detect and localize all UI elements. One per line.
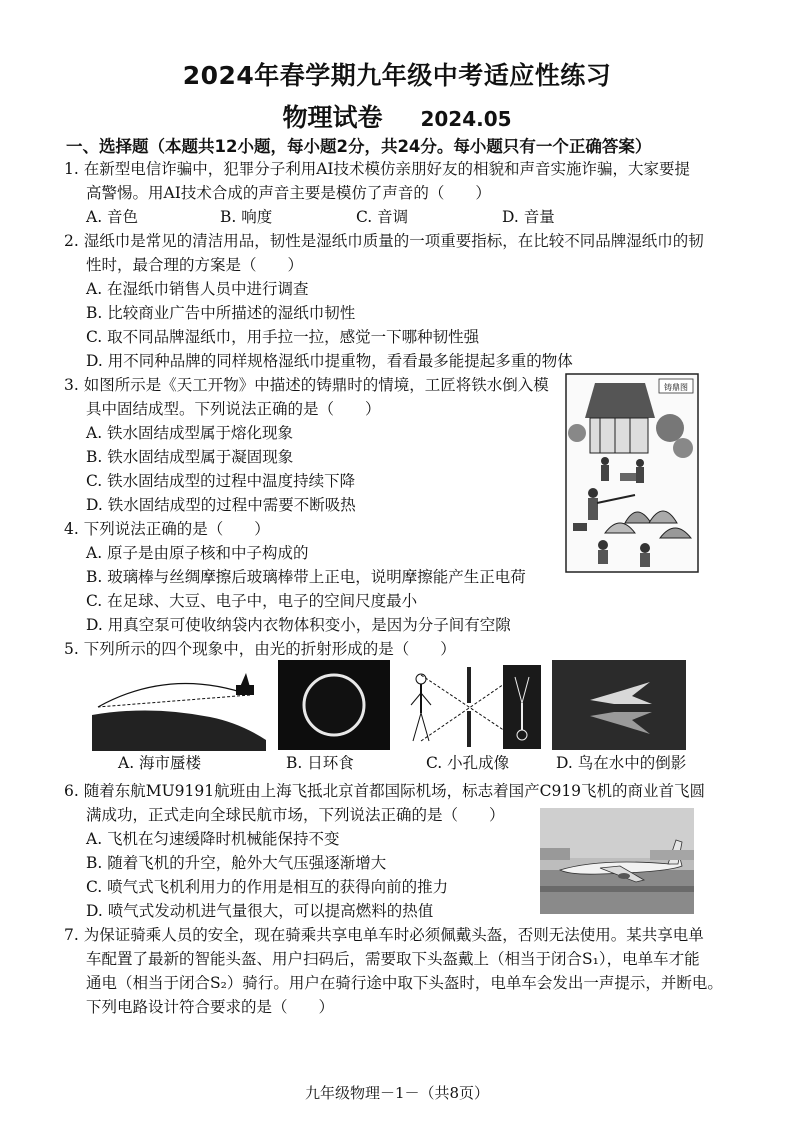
- q7-stem-line1: 7. 为保证骑乘人员的安全，现在骑乘共享电单车时必须佩戴头盔，否则无法使用。某共享电单: [64, 926, 704, 944]
- figure-caption: 铸鼎图: [664, 383, 688, 392]
- q2-stem-line2: 性时，最合理的方案是（ ）: [86, 256, 304, 274]
- annular-eclipse-image: [278, 660, 390, 750]
- q3-option-d[interactable]: D. 铁水固结成型的过程中需要不断吸热: [86, 496, 356, 514]
- exam-date: 2024.05: [420, 107, 512, 131]
- q2-option-c[interactable]: C. 取不同品牌湿纸巾，用手拉一拉，感觉一下哪种韧性强: [86, 328, 480, 346]
- q6-stem-line2: 满成功，正式走向全球民航市场，下列说法正确的是（ ）: [86, 806, 505, 824]
- exam-subtitle: [0, 98, 794, 134]
- q3-stem-line2: 具中固结成型。下列说法正确的是（ ）: [86, 400, 381, 418]
- q4-option-a[interactable]: A. 原子是由原子核和中子构成的: [86, 544, 309, 562]
- bird-reflection-image: [552, 660, 686, 750]
- q3-option-b[interactable]: B. 铁水固结成型属于凝固现象: [86, 448, 294, 466]
- q5-option-a[interactable]: A. 海市蜃楼: [118, 754, 202, 772]
- q4-stem: 4. 下列说法正确的是（ ）: [64, 520, 270, 538]
- q1-stem-line1: 1. 在新型电信诈骗中，犯罪分子利用AI技术模仿亲朋好友的相貌和声音实施诈骗，大家要提: [64, 160, 691, 178]
- page-footer: 九年级物理－1－（共8页）: [304, 1084, 490, 1102]
- c919-airplane-image: [540, 808, 694, 914]
- q4-option-b[interactable]: B. 玻璃棒与丝绸摩擦后玻璃棒带上正电，说明摩擦能产生正电荷: [86, 568, 526, 586]
- q5-option-c[interactable]: C. 小孔成像: [426, 754, 510, 772]
- q1-option-d[interactable]: D. 音量: [502, 208, 555, 226]
- q1-option-c[interactable]: C. 音调: [356, 208, 409, 226]
- q7-stem-line4: 下列电路设计符合要求的是（ ）: [86, 998, 335, 1016]
- q4-option-c[interactable]: C. 在足球、大豆、电子中，电子的空间尺度最小: [86, 592, 418, 610]
- q2-option-d[interactable]: D. 用不同种品牌的同样规格湿纸巾提重物，看看最多能提起多重的物体: [86, 352, 573, 370]
- q6-option-c[interactable]: C. 喷气式飞机利用力的作用是相互的获得向前的推力: [86, 878, 449, 896]
- exam-title: 2024年春学期九年级中考适应性练习: [182, 61, 612, 90]
- q1-options: [86, 206, 555, 228]
- subject-title: 物理试卷: [282, 103, 383, 132]
- q2-stem-line1: 2. 湿纸巾是常见的清洁用品，韧性是湿纸巾质量的一项重要指标，在比较不同品牌湿纸巾的韧: [64, 232, 704, 250]
- q2-option-a[interactable]: A. 在湿纸巾销售人员中进行调查: [86, 280, 309, 298]
- casting-illustration: [565, 373, 699, 573]
- q1-stem-line2: 高警惕。用AI技术合成的声音主要是模仿了声音的（ ）: [86, 184, 491, 202]
- q2-option-b[interactable]: B. 比较商业广告中所描述的湿纸巾韧性: [86, 304, 356, 322]
- q3-stem-line1: 3. 如图所示是《天工开物》中描述的铸鼎时的情境，工匠将铁水倒入模: [64, 376, 549, 394]
- pinhole-imaging-image: [405, 663, 541, 751]
- q6-stem-line1: 6. 随着东航MU9191航班由上海飞抵北京首都国际机场，标志着国产C919飞机的商业首飞圆: [64, 782, 706, 800]
- section-heading: 一、选择题（本题共12小题，每小题2分，共24分。每小题只有一个正确答案）: [66, 137, 652, 156]
- q1-option-a[interactable]: A. 音色: [86, 208, 139, 226]
- q5-stem: 5. 下列所示的四个现象中，由光的折射形成的是（ ）: [64, 640, 456, 658]
- q6-option-b[interactable]: B. 随着飞机的升空，舱外大气压强逐渐增大: [86, 854, 387, 872]
- q1-option-b[interactable]: B. 响度: [220, 208, 273, 226]
- q3-option-c[interactable]: C. 铁水固结成型的过程中温度持续下降: [86, 472, 356, 490]
- mirage-image: [90, 665, 268, 751]
- q7-stem-line3: 通电（相当于闭合S₂）骑行。用户在骑行途中取下头盔时，电单车会发出一声提示，并断电。: [86, 974, 723, 992]
- q3-option-a[interactable]: A. 铁水固结成型属于熔化现象: [86, 424, 294, 442]
- q6-option-a[interactable]: A. 飞机在匀速缓降时机械能保持不变: [86, 830, 340, 848]
- q6-option-d[interactable]: D. 喷气式发动机进气量很大，可以提高燃料的热值: [86, 902, 434, 920]
- q7-stem-line2: 车配置了最新的智能头盔、用户扫码后，需要取下头盔戴上（相当于闭合S₁），电单车才能: [86, 950, 700, 968]
- q4-option-d[interactable]: D. 用真空泵可使收纳袋内衣物体积变小，是因为分子间有空隙: [86, 616, 511, 634]
- q5-options: [118, 752, 686, 774]
- q5-option-d[interactable]: D. 鸟在水中的倒影: [556, 754, 687, 772]
- q5-option-b[interactable]: B. 日环食: [286, 754, 354, 772]
